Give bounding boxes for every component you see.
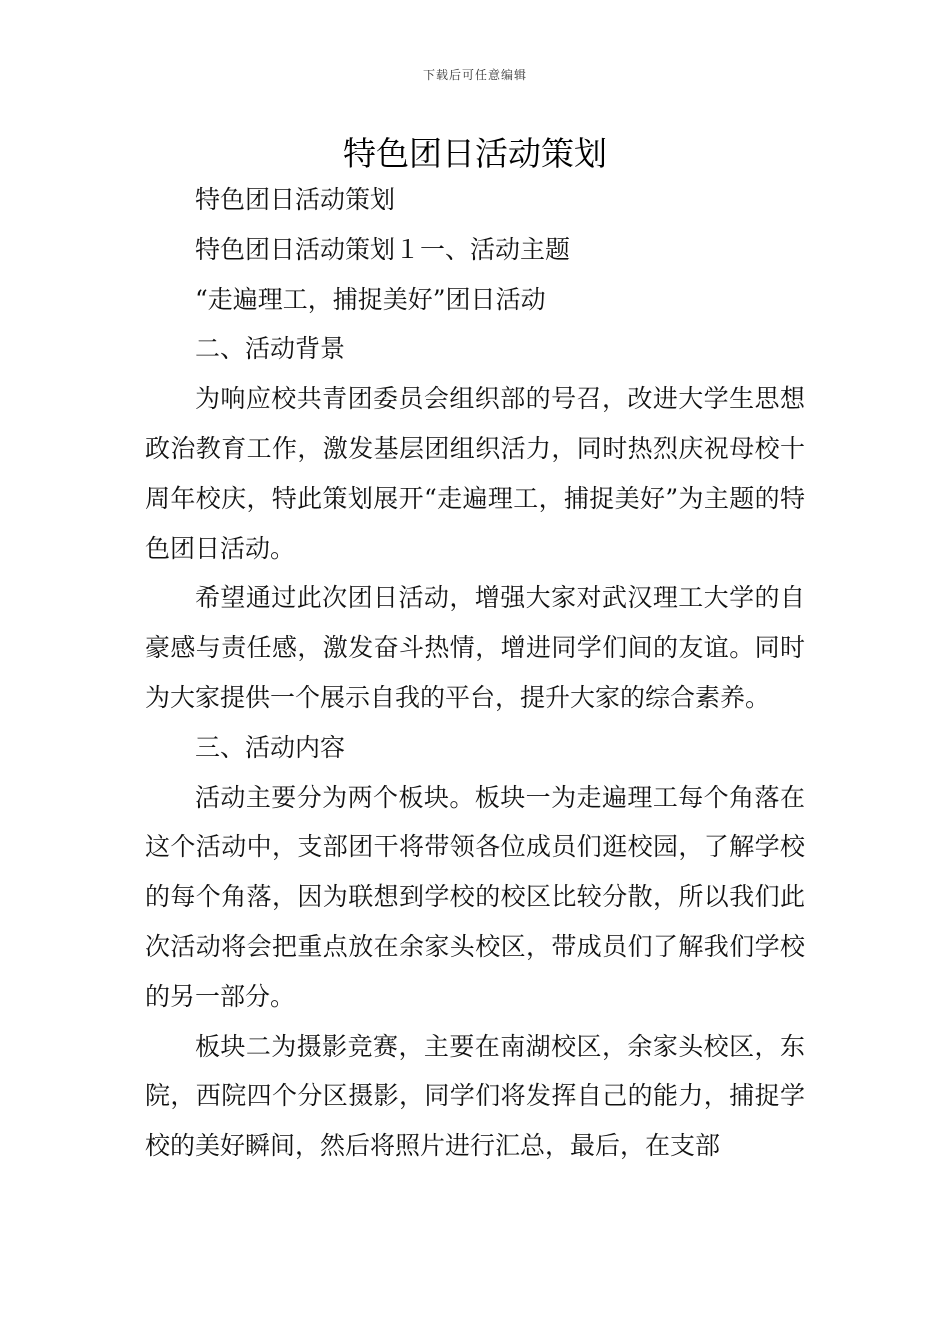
paragraph-theme-heading: 特色团日活动策划１一、活动主题 bbox=[195, 234, 571, 264]
paragraph-background-heading: 二、活动背景 bbox=[195, 334, 346, 364]
paragraph-background: 为响应校共青团委员会组织部的号召，改进大学生思想政治教育工作，激发基层团组织活力，同时热烈庆祝母校十周年校庆，特此策划展开“走遍理工，捕捉美好”为主题的特色团日活动。 bbox=[145, 384, 805, 563]
paragraph-content-heading: 三、活动内容 bbox=[195, 732, 346, 762]
paragraph-goals: 希望通过此次团日活动，增强大家对武汉理工大学的自豪感与责任感，激发奋斗热情，增进同学们间的友谊。同时为大家提供一个展示自我的平台，提升大家的综合素养。 bbox=[145, 583, 805, 712]
header-note: 下载后可任意编辑 bbox=[422, 68, 527, 82]
paragraph-section-two: 板块二为摄影竞赛，主要在南湖校区，余家头校区，东院，西院四个分区摄影，同学们将发挥自己的能力，捕捉学校的美好瞬间，然后将照片进行汇总，最后，在支部 bbox=[145, 1031, 805, 1161]
document-body bbox=[145, 175, 805, 1171]
paragraph-section-one: 活动主要分为两个板块。板块一为走遍理工每个角落在这个活动中，支部团干将带领各位成员们逛校园，了解学校的每个角落，因为联想到学校的校区比较分散，所以我们此次活动将会把重点放在余家头校区，带成员们了解我们学校的另一部分。 bbox=[145, 782, 805, 1011]
paragraph-theme: “走遍理工，捕捉美好”团日活动 bbox=[195, 284, 546, 314]
document-title: 特色团日活动策划 bbox=[343, 134, 607, 173]
paragraph-subtitle: 特色团日活动策划 bbox=[195, 185, 396, 214]
